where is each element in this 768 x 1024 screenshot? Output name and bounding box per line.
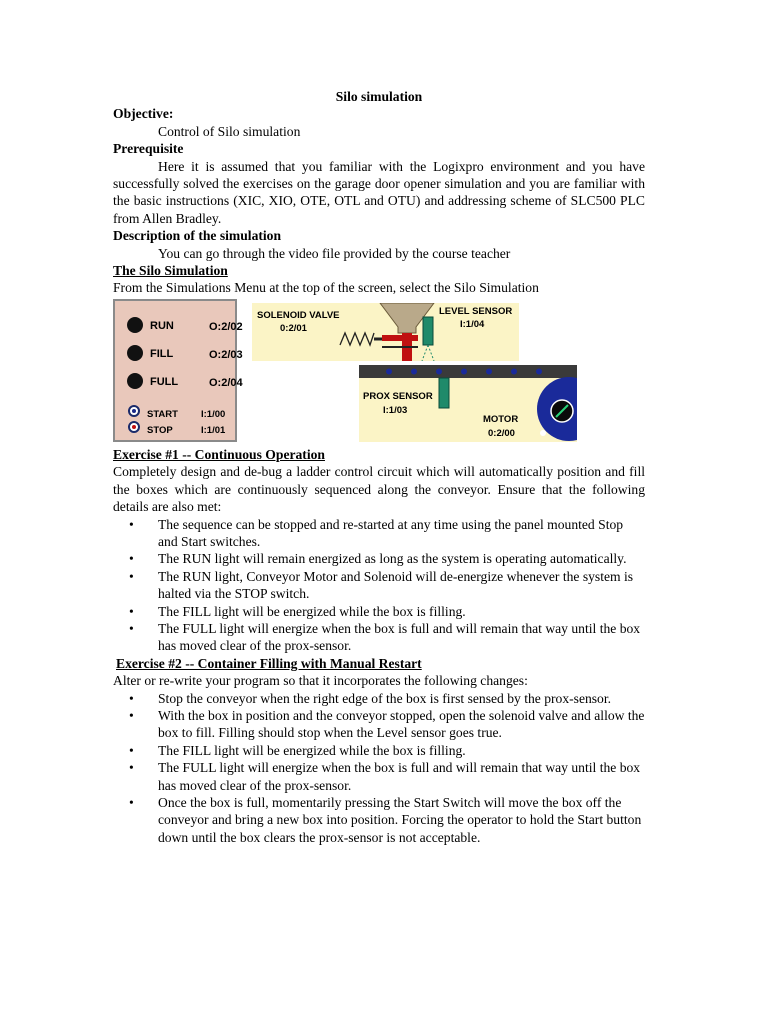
solenoid-spring-icon xyxy=(340,333,374,345)
start-label: START xyxy=(147,408,178,420)
start-addr: I:1/00 xyxy=(201,408,226,420)
level-sensor-icon xyxy=(423,317,433,345)
prox-sensor-addr: I:1/03 xyxy=(383,404,408,416)
doc-title: Silo simulation xyxy=(335,89,423,104)
stop-addr: I:1/01 xyxy=(201,424,226,436)
exercise1-list xyxy=(113,516,645,655)
objective-heading: Objective: xyxy=(113,106,174,122)
start-switch[interactable] xyxy=(128,405,140,417)
stop-label: STOP xyxy=(147,424,173,436)
list-item: • The RUN light, Conveyor Motor and Solenoid will de-energize whenever the system is halted via the STOP switch. xyxy=(158,568,645,603)
run-label: RUN xyxy=(150,319,174,332)
solenoid-valve-label: SOLENOID VALVE xyxy=(257,309,340,321)
exercise2-list xyxy=(113,690,645,847)
exercise1-heading: Exercise #1 -- Continuous Operation xyxy=(113,446,325,462)
silo-sim-text: From the Simulations Menu at the top of the screen, select the Silo Simulation xyxy=(113,280,539,296)
prerequisite-heading: Prerequisite xyxy=(113,141,184,157)
silo-simulation-figure xyxy=(113,299,645,444)
prerequisite-text: Here it is assumed that you familiar with the Logixpro environment and you have successfully solved the exercises on the garage door opener simulation and you are familiar with the basic instructions (XIC, XIO, OTE, OTL and OTU) and addressing scheme of SLC500 PLC from Allen Bradley. xyxy=(113,158,645,226)
level-sensor-label: LEVEL SENSOR xyxy=(439,305,513,317)
motor-addr: 0:2/00 xyxy=(488,427,515,439)
silo-top-view xyxy=(252,303,519,361)
list-item: • The FILL light will be energized while the box is filling. xyxy=(158,742,645,759)
solenoid-valve-addr: 0:2/01 xyxy=(280,322,307,334)
exercise1-intro: Completely design and de-bug a ladder control circuit which will automatically position and fill the boxes which are continuously sequenced along the conveyor. Ensure that the following details are also met: xyxy=(113,464,645,515)
prox-sensor-label: PROX SENSOR xyxy=(363,390,433,402)
fill-label: FILL xyxy=(150,347,174,360)
full-lamp xyxy=(127,373,143,389)
conveyor-graphic xyxy=(359,365,577,442)
list-item: • Stop the conveyor when the right edge of the box is first sensed by the prox-sensor. xyxy=(158,690,645,707)
conveyor-view xyxy=(359,365,577,442)
silo-valve-graphic xyxy=(252,303,519,361)
list-item: • The FILL light will be energized while the box is filling. xyxy=(158,603,645,620)
silo-sim-heading: The Silo Simulation xyxy=(113,263,228,279)
description-heading: Description of the simulation xyxy=(113,228,282,244)
fill-addr: O:2/03 xyxy=(209,348,243,361)
list-item: • The RUN light will remain energized as long as the system is operating automatically. xyxy=(158,550,645,567)
run-addr: O:2/02 xyxy=(209,320,243,333)
stop-switch[interactable] xyxy=(128,421,140,433)
level-sensor-addr: I:1/04 xyxy=(460,318,485,330)
description-text: You can go through the video file provided by the course teacher xyxy=(158,245,511,261)
full-addr: O:2/04 xyxy=(209,376,243,389)
control-panel xyxy=(113,299,243,442)
list-item: • The FULL light will energize when the box is full and will remain that way until the box has moved clear of the prox-sensor. xyxy=(158,620,645,655)
objective-text: Control of Silo simulation xyxy=(158,123,301,139)
full-label: FULL xyxy=(150,375,179,388)
exercise2-heading: Exercise #2 -- Container Filling with Manual Restart xyxy=(116,655,422,671)
list-item: • Once the box is full, momentarily pressing the Start Switch will move the box off the conveyor and bring a new box into position. Forcing the operator to hold the Start button down until the box clears the prox-sensor is not acceptable. xyxy=(158,794,645,846)
list-item: • The FULL light will energize when the box is full and will remain that way until the box has moved clear of the prox-sensor. xyxy=(158,759,645,794)
list-item: • The sequence can be stopped and re-started at any time using the panel mounted Stop and Start switches. xyxy=(158,516,645,551)
prox-sensor-icon xyxy=(439,378,449,408)
exercise2-intro: Alter or re-write your program so that it incorporates the following changes: xyxy=(113,673,528,689)
document-page xyxy=(113,88,645,846)
run-lamp xyxy=(127,317,143,333)
motor-label: MOTOR xyxy=(483,413,519,425)
list-item: • With the box in position and the conveyor stopped, open the solenoid valve and allow the box to fill. Filling should stop when the Level sensor goes true. xyxy=(158,707,645,742)
fill-lamp xyxy=(127,345,143,361)
